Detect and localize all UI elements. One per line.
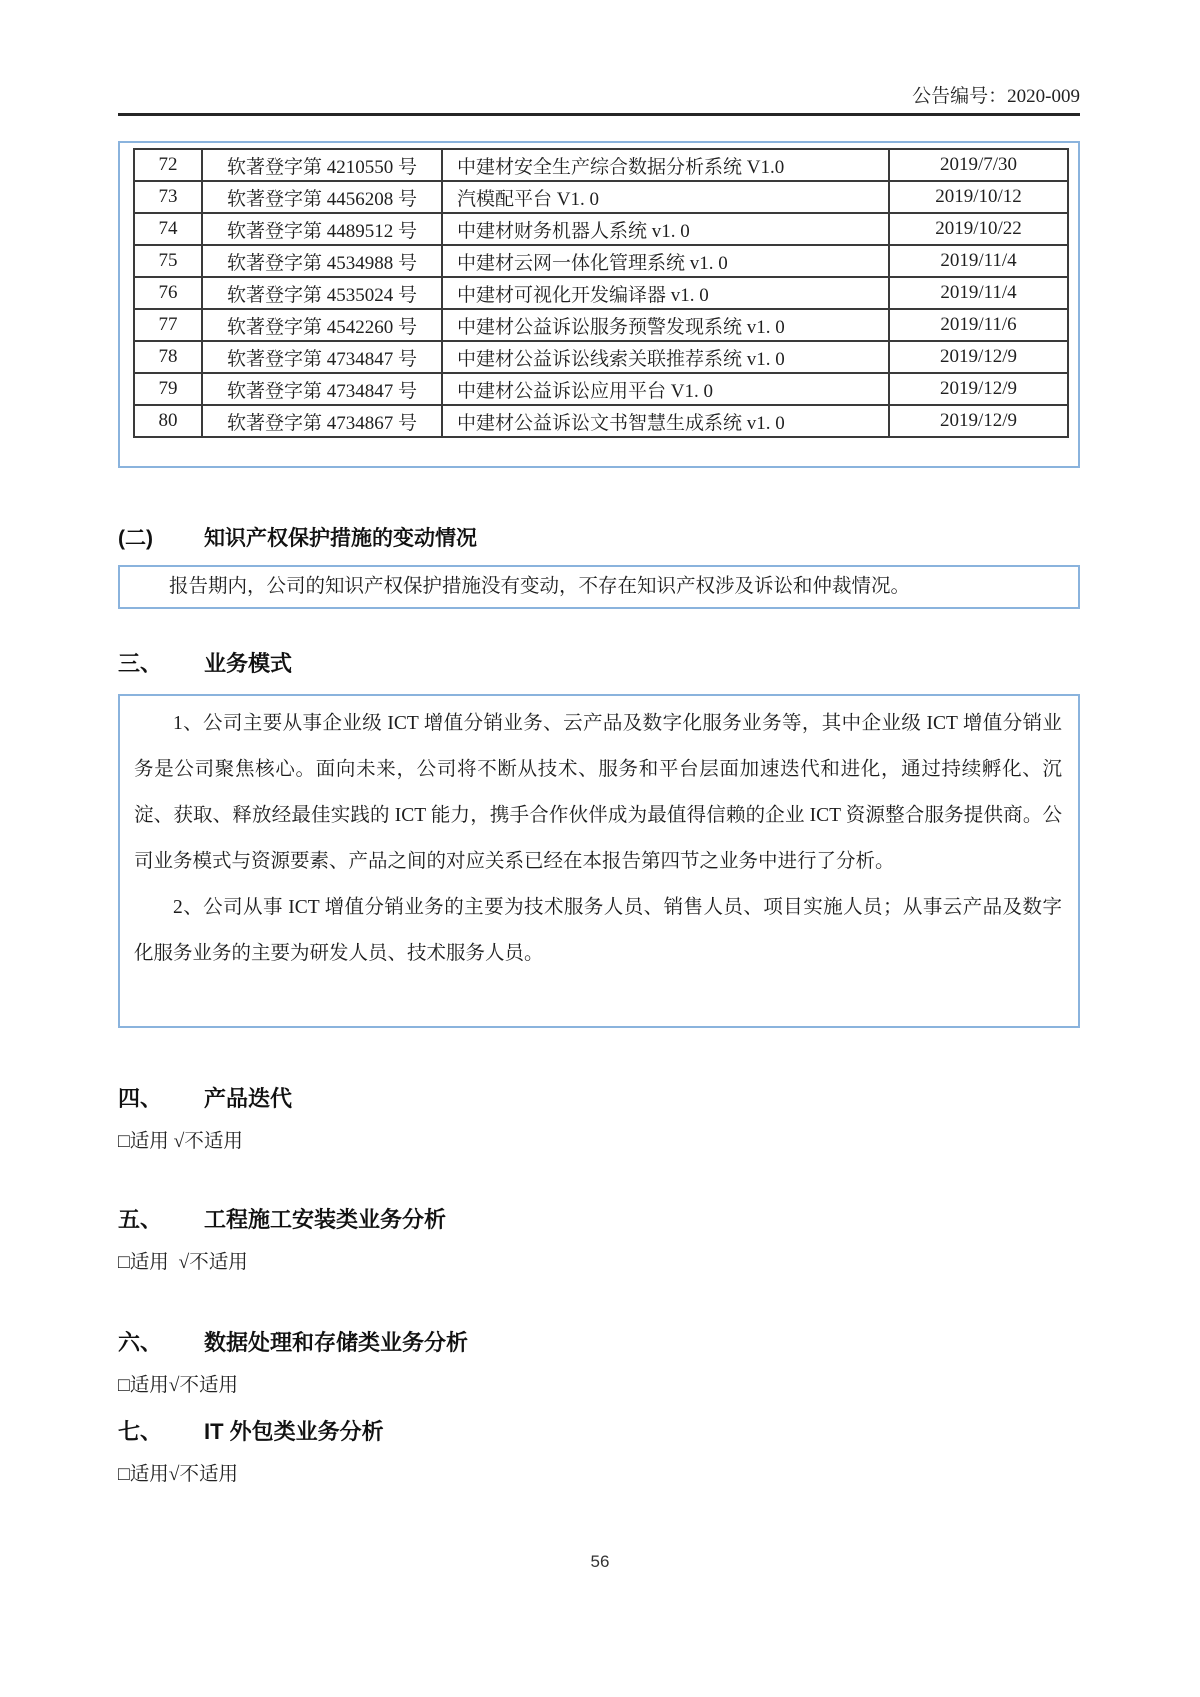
table-row [134, 245, 1068, 277]
section-title: 业务模式 [204, 651, 293, 676]
page-number: 56 [590, 1552, 610, 1571]
table-cell: 2019/10/12 [889, 181, 1068, 213]
table-row [134, 373, 1068, 405]
section-heading-ip-protection [118, 524, 1080, 553]
table-cell: 2019/12/9 [889, 373, 1068, 405]
table-cell: 软著登字第 4535024 号 [202, 277, 442, 309]
ip-protection-note-box: 报告期内，公司的知识产权保护措施没有变动，不存在知识产权涉及诉讼和仲裁情况。 [118, 565, 1080, 609]
section-number: 四、 [118, 1086, 163, 1111]
table-cell: 72 [134, 149, 202, 181]
applicability-construction-install: □适用 √不适用 [118, 1252, 248, 1273]
section-number: 五、 [118, 1207, 163, 1232]
table-row [134, 213, 1068, 245]
software-copyright-table [133, 148, 1069, 438]
table-cell: 76 [134, 277, 202, 309]
applicability-data-processing: □适用√不适用 [118, 1375, 238, 1396]
table-cell: 中建材安全生产综合数据分析系统 V1.0 [442, 149, 889, 181]
table-cell: 77 [134, 309, 202, 341]
table-cell: 74 [134, 213, 202, 245]
section-number: 六、 [118, 1330, 163, 1355]
table-cell: 78 [134, 341, 202, 373]
table-cell: 中建材云网一体化管理系统 v1. 0 [442, 245, 889, 277]
table-row [134, 405, 1068, 437]
ip-table-body [134, 149, 1068, 437]
table-cell: 2019/10/22 [889, 213, 1068, 245]
table-cell: 2019/11/4 [889, 277, 1068, 309]
table-cell: 2019/11/6 [889, 309, 1068, 341]
table-cell: 软著登字第 4734847 号 [202, 373, 442, 405]
table-cell: 中建材可视化开发编译器 v1. 0 [442, 277, 889, 309]
section-title: 产品迭代 [204, 1086, 293, 1111]
applicability-product-iteration: □适用 √不适用 [118, 1131, 243, 1152]
table-cell: 中建材公益诉讼线索关联推荐系统 v1. 0 [442, 341, 889, 373]
table-cell: 79 [134, 373, 202, 405]
table-row [134, 277, 1068, 309]
table-row [134, 181, 1068, 213]
business-model-paragraph-1: 1、公司主要从事企业级 ICT 增值分销业务、云产品及数字化服务业务等，其中企业级 ICT 增值分销业务是公司聚焦核心。面向未来，公司将不断从技术、服务和平台层面加速迭代和进化，通过持续孵化、沉淀、获取、释放经最佳实践的 ICT 能力，携手合作伙伴成为最值得信赖的企业 ICT 资源整合服务提供商。公司业务模式与资源要素、产品之间的对应关系已经在本报告第四节之业务中进行了分析。 [134, 713, 1062, 872]
table-cell: 73 [134, 181, 202, 213]
section-heading-product-iteration [118, 1084, 1080, 1113]
table-cell: 80 [134, 405, 202, 437]
section-heading-it-outsourcing [118, 1417, 1080, 1446]
copyright-table-frame [118, 141, 1080, 468]
business-model-paragraph-2: 2、公司从事 ICT 增值分销业务的主要为技术服务人员、销售人员、项目实施人员；从事云产品及数字化服务业务的主要为研发人员、技术服务人员。 [134, 897, 1062, 964]
section-title: 数据处理和存储类业务分析 [204, 1330, 469, 1355]
table-cell: 汽模配平台 V1. 0 [442, 181, 889, 213]
section-title: IT 外包类业务分析 [204, 1419, 384, 1444]
section-heading-construction-install [118, 1205, 1080, 1234]
header-divider [118, 113, 1080, 116]
table-cell: 软著登字第 4542260 号 [202, 309, 442, 341]
table-cell: 中建材公益诉讼文书智慧生成系统 v1. 0 [442, 405, 889, 437]
table-cell: 2019/12/9 [889, 341, 1068, 373]
table-cell: 75 [134, 245, 202, 277]
section-heading-data-processing [118, 1328, 1080, 1357]
table-row [134, 341, 1068, 373]
table-cell: 软著登字第 4734847 号 [202, 341, 442, 373]
section-title: 工程施工安装类业务分析 [204, 1207, 447, 1232]
table-cell: 软著登字第 4456208 号 [202, 181, 442, 213]
table-cell: 2019/11/4 [889, 245, 1068, 277]
business-model-box [118, 694, 1080, 1028]
section-number: 七、 [118, 1419, 163, 1444]
applicability-it-outsourcing: □适用√不适用 [118, 1464, 238, 1485]
table-cell: 中建材公益诉讼服务预警发现系统 v1. 0 [442, 309, 889, 341]
table-row [134, 309, 1068, 341]
announcement-number: 公告编号：2020-009 [912, 86, 1080, 107]
table-cell: 中建材财务机器人系统 v1. 0 [442, 213, 889, 245]
section-number: (二) [118, 527, 153, 550]
section-title: 知识产权保护措施的变动情况 [204, 527, 477, 550]
table-cell: 2019/12/9 [889, 405, 1068, 437]
table-cell: 中建材公益诉讼应用平台 V1. 0 [442, 373, 889, 405]
section-number: 三、 [118, 651, 163, 676]
table-cell: 软著登字第 4534988 号 [202, 245, 442, 277]
page-content [118, 84, 1080, 1488]
table-cell: 软著登字第 4210550 号 [202, 149, 442, 181]
section-heading-business-model [118, 649, 1080, 678]
table-row [134, 149, 1068, 181]
table-cell: 2019/7/30 [889, 149, 1068, 181]
table-cell: 软著登字第 4734867 号 [202, 405, 442, 437]
table-cell: 软著登字第 4489512 号 [202, 213, 442, 245]
